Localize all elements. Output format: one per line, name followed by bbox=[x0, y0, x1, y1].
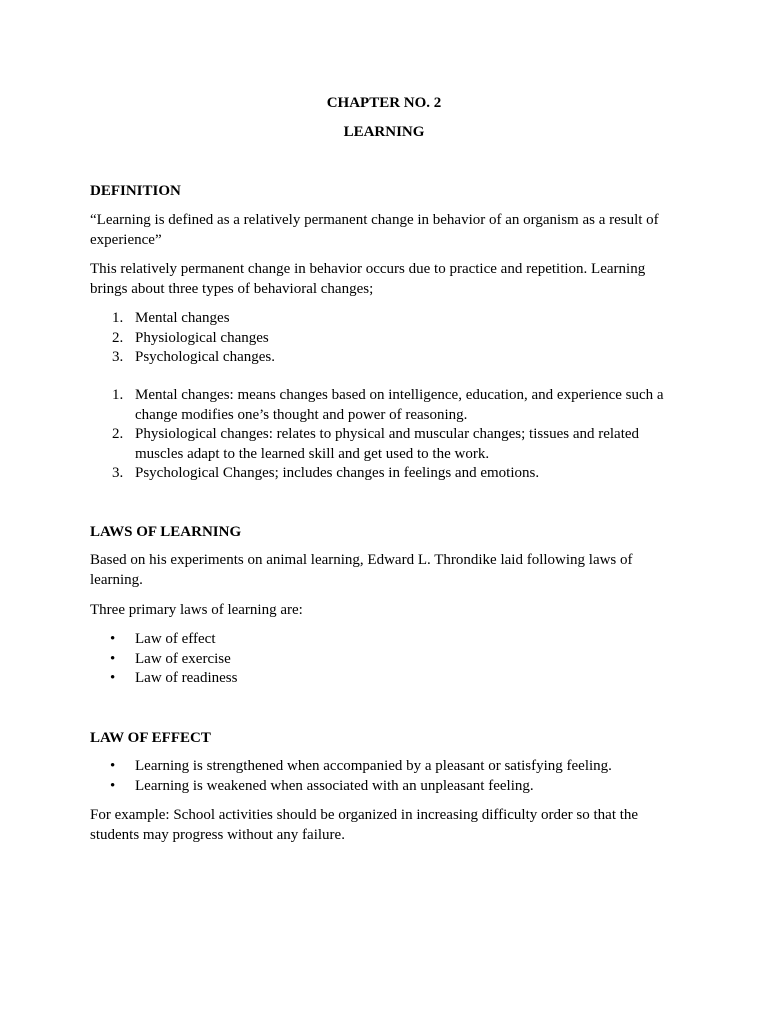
bullet-marker: • bbox=[110, 758, 116, 774]
list-marker: 2. bbox=[112, 329, 124, 346]
law-of-effect-heading: LAW OF EFFECT bbox=[90, 730, 211, 746]
list-item-text: Learning is weakened when associated with an unpleasant feeling. bbox=[135, 777, 534, 794]
list-item bbox=[90, 309, 680, 329]
bullet-marker: • bbox=[110, 777, 116, 794]
list-item-text: Mental changes: means changes based on intelligence, education, and experience such a change modifies one’s thought and power of reasoning. bbox=[135, 387, 664, 423]
list-item bbox=[90, 630, 680, 650]
list-item bbox=[90, 348, 680, 368]
law-of-effect-example: For example: School activities should be organized in increasing difficulty order so that the students may progress without any failure. bbox=[90, 807, 639, 843]
chapter-title: LEARNING bbox=[343, 124, 425, 140]
list-marker: 1. bbox=[112, 387, 124, 403]
list-marker: 2. bbox=[112, 426, 124, 442]
list-item-text: Law of effect bbox=[135, 631, 216, 647]
definition-intro: This relatively permanent change in behavior occurs due to practice and repetition. Learning brings about three types of behavioral changes; bbox=[90, 261, 646, 297]
bullet-marker: • bbox=[110, 670, 116, 686]
laws-of-learning-intro: Based on his experiments on animal learning, Edward L. Throndike laid following laws of learning. bbox=[90, 552, 633, 588]
list-item-text: Mental changes bbox=[135, 310, 230, 326]
list-item bbox=[90, 669, 680, 689]
change-explanations-list bbox=[90, 386, 680, 484]
list-marker: 3. bbox=[112, 465, 124, 481]
bullet-marker: • bbox=[110, 650, 116, 667]
chapter-number: CHAPTER NO. 2 bbox=[326, 95, 442, 111]
list-item-text: Psychological changes. bbox=[135, 349, 275, 365]
definition-quote: “Learning is defined as a relatively permanent change in behavior of an organism as a result of experience” bbox=[90, 212, 659, 248]
list-item bbox=[90, 329, 680, 349]
list-item-text: Law of readiness bbox=[135, 670, 238, 686]
primary-laws-list bbox=[90, 630, 680, 689]
list-item-text: Physiological changes: relates to physical and muscular changes; tissues and related muscles adapt to the learned skill and get used to the work. bbox=[135, 426, 640, 462]
list-item bbox=[90, 425, 680, 464]
list-item-text: Physiological changes bbox=[135, 329, 269, 346]
definition-heading: DEFINITION bbox=[90, 183, 181, 199]
list-item bbox=[90, 386, 680, 425]
list-marker: 1. bbox=[112, 310, 124, 326]
list-item-text: Learning is strengthened when accompanied by a pleasant or satisfying feeling. bbox=[135, 758, 612, 774]
primary-laws-intro: Three primary laws of learning are: bbox=[90, 602, 303, 618]
list-item bbox=[90, 757, 680, 777]
list-item bbox=[90, 650, 680, 670]
laws-of-learning-heading: LAWS OF LEARNING bbox=[90, 524, 242, 540]
change-types-list bbox=[90, 309, 680, 368]
list-item bbox=[90, 777, 680, 797]
list-item-text: Law of exercise bbox=[135, 650, 231, 667]
list-marker: 3. bbox=[112, 349, 124, 365]
law-of-effect-list bbox=[90, 757, 680, 796]
bullet-marker: • bbox=[110, 631, 116, 647]
list-item bbox=[90, 464, 680, 484]
list-item-text: Psychological Changes; includes changes in feelings and emotions. bbox=[135, 465, 540, 481]
